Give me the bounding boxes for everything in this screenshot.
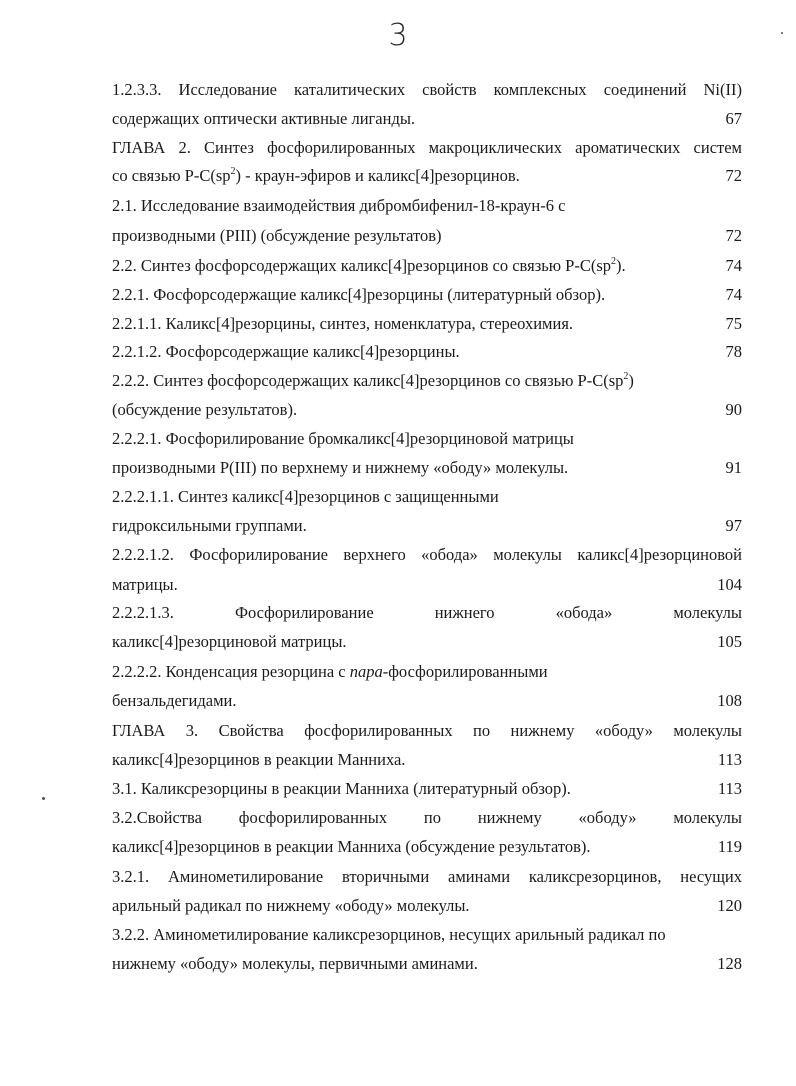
scan-speck [781, 32, 783, 34]
toc-line [112, 895, 742, 917]
toc-line [112, 341, 742, 363]
toc-entry-text: 2.2.2.2. Конденсация резорцина с пара-фосфорилированными [112, 662, 548, 681]
toc-page-number: 90 [725, 400, 742, 419]
toc-entry-text: содержащих оптически активные лиганды. [112, 109, 416, 128]
toc-line: 2.1. Исследование взаимодействия дибромбифенил-18-краун-6 с [112, 196, 566, 215]
toc-page-number: 74 [725, 256, 742, 275]
toc-entry-text: арильный радикал по нижнему «ободу» молекулы. [112, 896, 470, 915]
toc-line [112, 690, 742, 712]
toc-line [112, 255, 742, 277]
toc-entry-text: (обсуждение результатов). [112, 400, 298, 419]
toc-line [112, 953, 742, 975]
toc-line [112, 370, 742, 392]
toc-entry-text: каликс[4]резорциновой матрицы. [112, 632, 347, 651]
toc-line: 2.2.2.1.1. Синтез каликс[4]резорцинов с защищенными [112, 487, 499, 506]
toc-page-number: 72 [725, 166, 742, 185]
toc-page-number: 128 [717, 954, 742, 973]
toc-line [112, 225, 742, 247]
toc-entry-text: со связью $P-C(sp^2)$ - краун-эфиров и каликс[4]резорцинов. [112, 165, 520, 185]
toc-page-number: 67 [725, 109, 742, 128]
toc-line [112, 778, 742, 800]
toc-line: 1.2.3.3. Исследование каталитических свойств комплексных соединений Ni(II) [112, 80, 742, 99]
toc-page-number: 105 [717, 632, 742, 651]
toc-page-number: 108 [717, 691, 742, 710]
scan-speck [42, 797, 45, 800]
toc-line: ГЛАВА 2. Синтез фосфорилированных макроциклических ароматических систем [112, 138, 742, 157]
toc-line [112, 836, 742, 858]
page-number: 3 [388, 18, 408, 53]
toc-entry-text: 2.2. Синтез фосфорсодержащих каликс[4]резорцинов со связью $P-C(sp^2)$. [112, 255, 626, 275]
toc-line: 3.2.Свойства фосфорилированных по нижнему «ободу» молекулы [112, 808, 742, 827]
toc-page-number: 113 [717, 779, 742, 798]
toc-entry-text: 2.2.1.1. Каликс[4]резорцины, синтез, номенклатура, стереохимия. [112, 314, 574, 333]
toc-entry-text: каликс[4]резорцинов в реакции Манниха (обсуждение результатов). [112, 837, 591, 856]
toc-line: 3.2.1. Аминометилирование вторичными аминами каликсрезорцинов, несущих [112, 867, 742, 886]
toc-page-number: 97 [725, 516, 742, 535]
toc-entry-text: матрицы. [112, 575, 178, 594]
toc-entry-text: 3.1. Каликсрезорцины в реакции Манниха (литературный обзор). [112, 779, 571, 798]
toc-line [112, 457, 742, 479]
toc-entry-text: производными P(III) по верхнему и нижнему «ободу» молекулы. [112, 458, 569, 477]
toc-line [112, 165, 742, 187]
toc-line [112, 574, 742, 596]
toc-entry-text: нижнему «ободу» молекулы, первичными аминами. [112, 954, 478, 973]
toc-line [112, 661, 742, 683]
toc-line [112, 108, 742, 130]
toc-line: 2.2.2.1. Фосфорилирование бромкаликс[4]резорциновой матрицы [112, 429, 574, 448]
toc-entry-text: 2.2.1.2. Фосфорсодержащие каликс[4]резорцины. [112, 342, 460, 361]
toc-line: ГЛАВА 3. Свойства фосфорилированных по нижнему «ободу» молекулы [112, 721, 742, 740]
toc-entry-text: бензальдегидами. [112, 691, 237, 710]
toc-line [112, 749, 742, 771]
toc-page-number: 78 [725, 342, 742, 361]
toc-entry-text: каликс[4]резорцинов в реакции Манниха. [112, 750, 406, 769]
toc-page-number: 120 [717, 896, 742, 915]
toc-line [112, 313, 742, 335]
toc-line: 2.2.2.1.2. Фосфорилирование верхнего «обода» молекулы каликс[4]резорциновой [112, 545, 742, 564]
toc-entry-text: производными (PIII) (обсуждение результатов) [112, 226, 442, 245]
toc-page-number: 72 [725, 226, 742, 245]
toc-page-number: 113 [717, 750, 742, 769]
toc-line: 3.2.2. Аминометилирование каликсрезорцинов, несущих арильный радикал по [112, 925, 666, 944]
toc-line [112, 399, 742, 421]
toc-line [112, 631, 742, 653]
toc-line [112, 515, 742, 537]
toc-entry-text: 2.2.2. Синтез фосфорсодержащих каликс[4]резорцинов со связью $P-C(sp^2)$ [112, 370, 634, 390]
toc-page-number: 91 [725, 458, 742, 477]
toc-page-number: 74 [725, 285, 742, 304]
toc-page-number: 119 [717, 837, 742, 856]
toc-entry-text: гидроксильными группами. [112, 516, 307, 535]
toc-entry-text: 2.2.1. Фосфорсодержащие каликс[4]резорцины (литературный обзор). [112, 285, 606, 304]
toc-line [112, 284, 742, 306]
toc-page-number: 104 [717, 575, 742, 594]
toc-page-number: 75 [725, 314, 742, 333]
toc-line: 2.2.2.1.3. Фосфорилирование нижнего «обода» молекулы [112, 603, 742, 622]
